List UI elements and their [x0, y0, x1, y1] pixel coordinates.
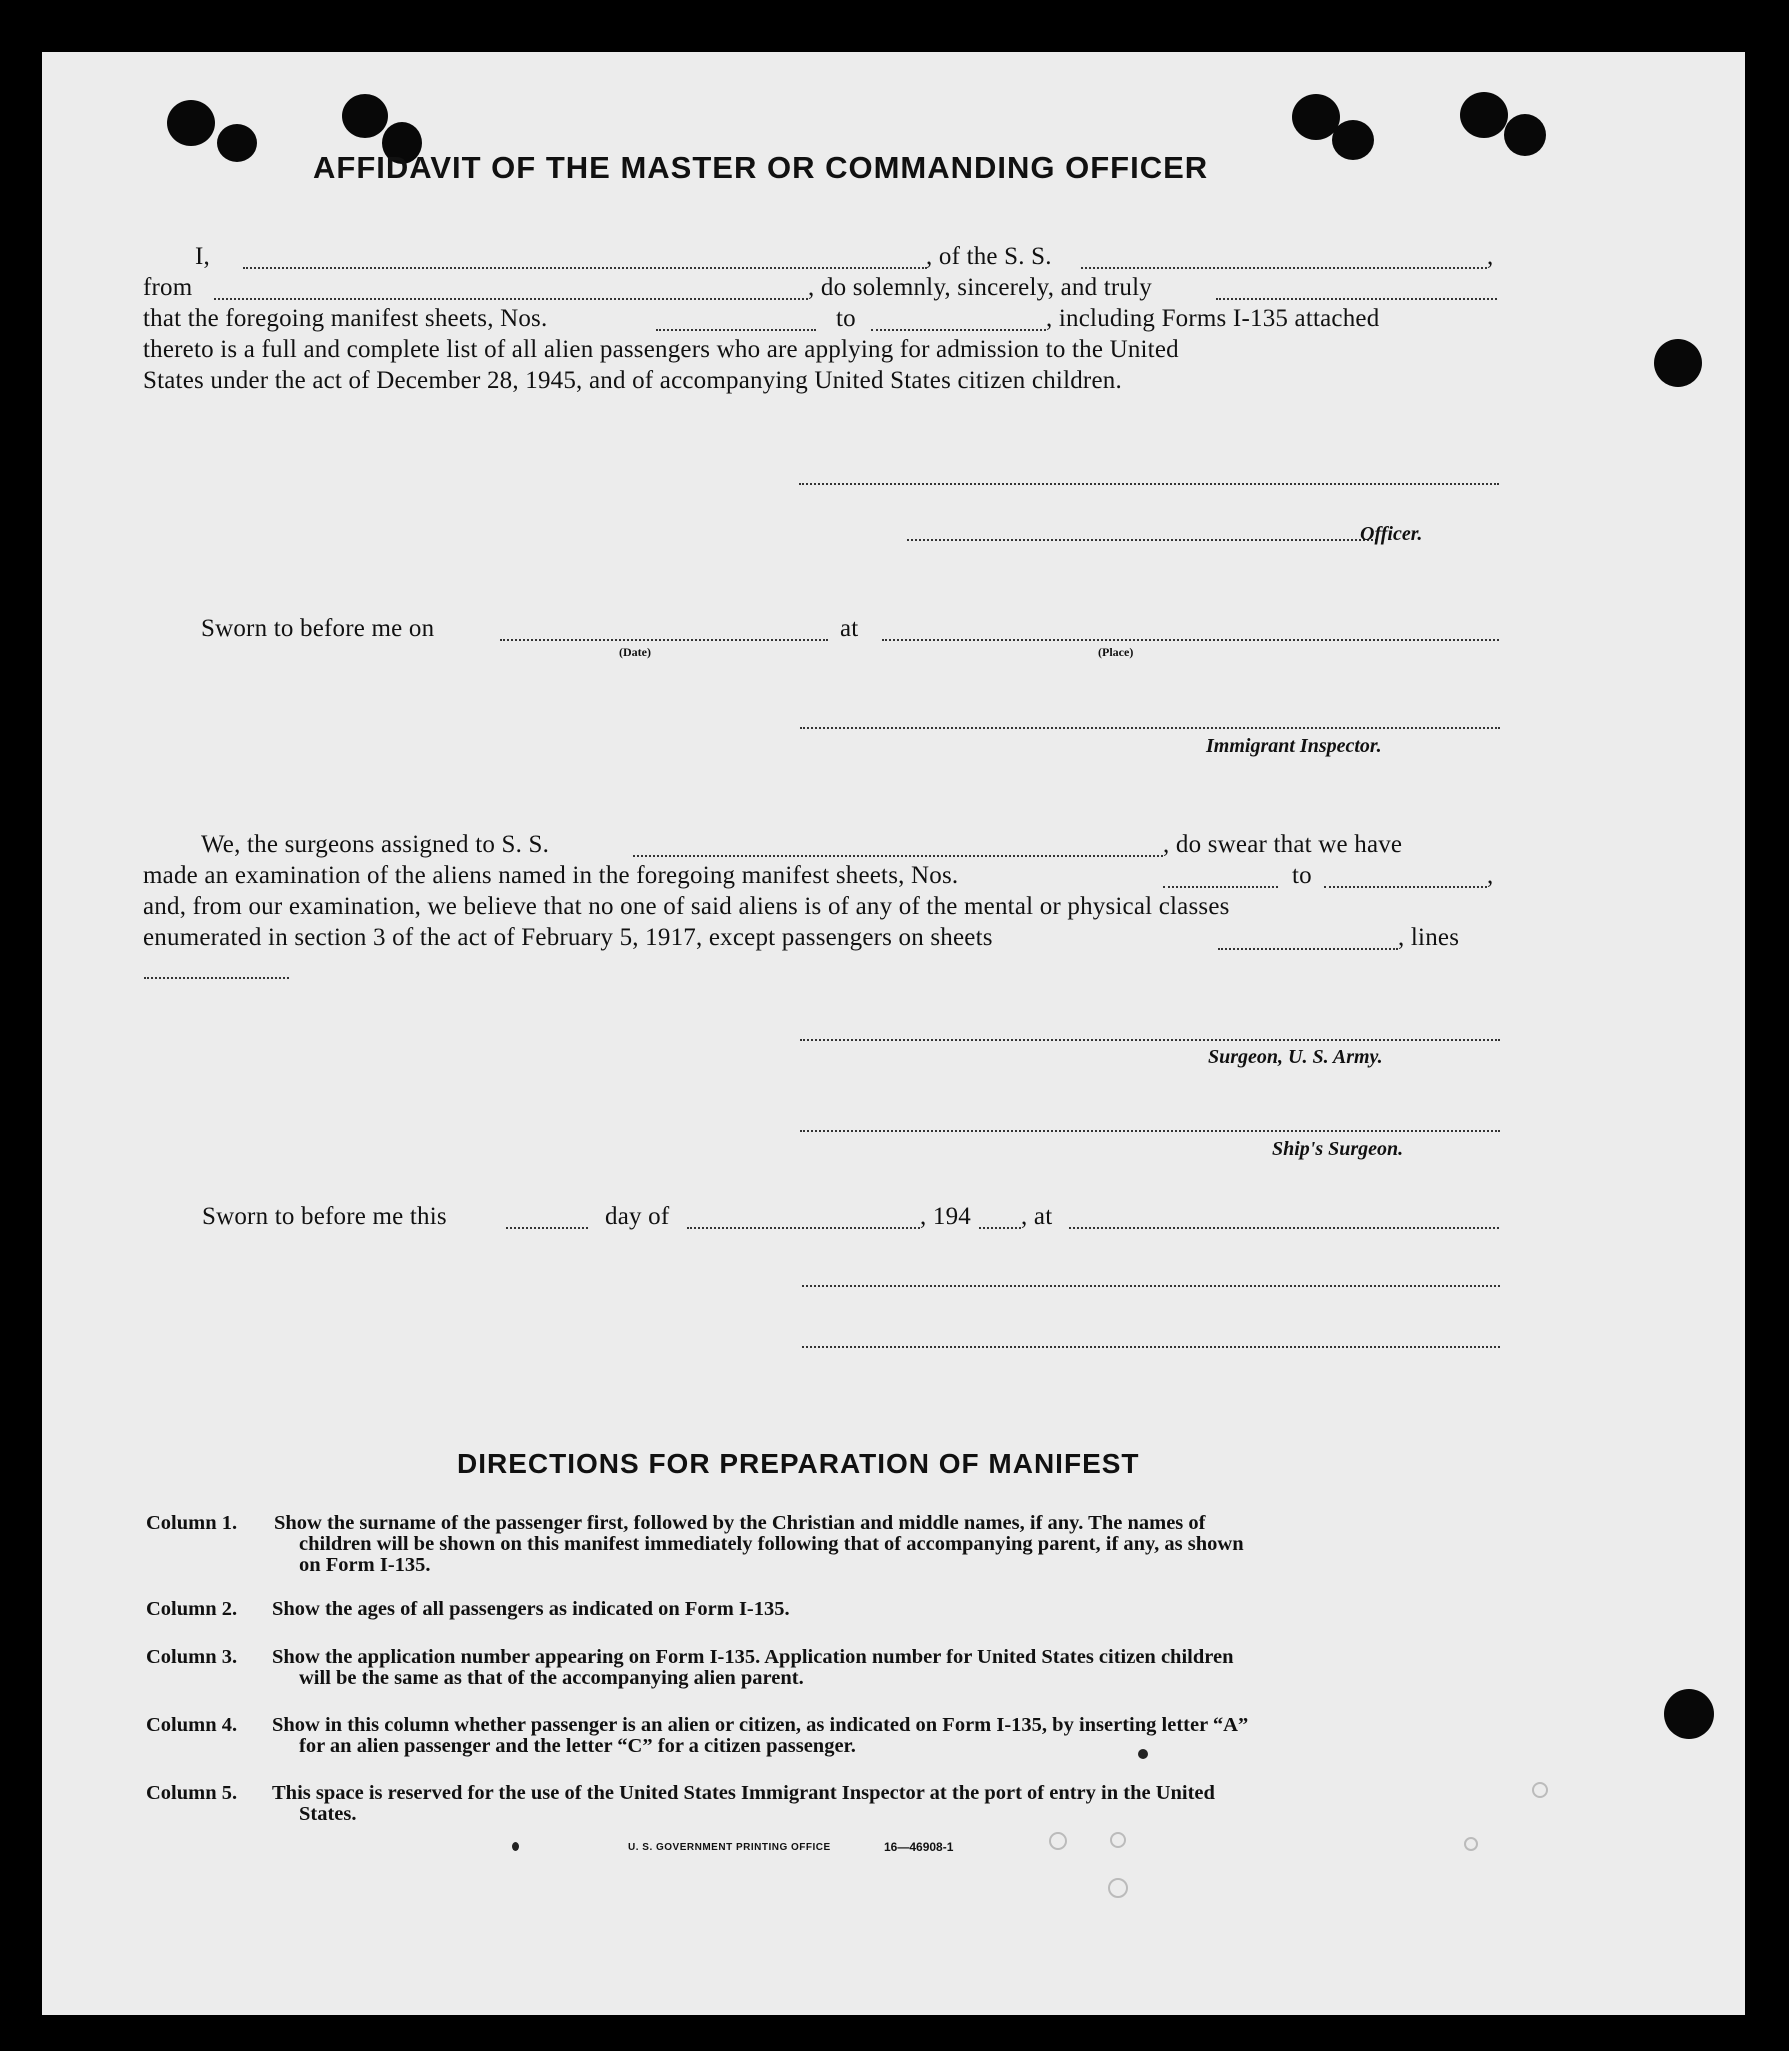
army-surgeon-signature-line — [800, 1039, 1500, 1041]
form-code: 16—46908-1 — [884, 1840, 954, 1854]
affidavit-text: I, — [195, 243, 210, 270]
place-blank — [882, 639, 1499, 641]
stain-dot — [512, 1842, 519, 1851]
stain-spot — [1110, 1832, 1126, 1848]
sworn-text: Sworn to before me on — [201, 615, 435, 642]
month-blank — [687, 1227, 920, 1229]
column-5-text: States. — [299, 1803, 357, 1825]
surgeons-text: and, from our examination, we believe that no one of said aliens is of any of the mental or physical classes — [143, 893, 1230, 920]
officer-label: Officer. — [1360, 523, 1423, 545]
sworn-text: Sworn to before me this — [202, 1203, 447, 1230]
date-label: (Date) — [619, 645, 651, 659]
column-1-text: on Form I-135. — [299, 1554, 431, 1576]
year-blank — [979, 1227, 1021, 1229]
punch-hole — [1654, 339, 1702, 387]
affidavit-text: , do solemnly, sincerely, and truly — [808, 274, 1152, 301]
ship-surgeon-label: Ship's Surgeon. — [1272, 1138, 1404, 1160]
surgeon-sheets-from-blank — [1163, 886, 1278, 888]
ship-surgeon-signature-line — [800, 1130, 1500, 1132]
directions-title: DIRECTIONS FOR PREPARATION OF MANIFEST — [457, 1448, 1140, 1479]
sworn-signature-line — [802, 1285, 1500, 1287]
affidavit-text: to — [836, 305, 856, 332]
column-1-label: Column 1. — [146, 1512, 238, 1534]
column-4-text: for an alien passenger and the letter “C” for a citizen passenger. — [299, 1735, 856, 1757]
except-sheets-blank — [1218, 948, 1398, 950]
surgeons-text: , do swear that we have — [1163, 831, 1403, 858]
name-blank — [243, 267, 927, 269]
officer-title-line — [907, 539, 1377, 541]
punch-hole — [217, 124, 257, 162]
affidavit-text: , of the S. S. — [926, 243, 1052, 270]
stain-spot — [1049, 1832, 1067, 1850]
punch-hole — [1504, 114, 1546, 156]
sworn-text: at — [840, 615, 859, 642]
sworn-place-blank — [1069, 1227, 1499, 1229]
column-1-text: Show the surname of the passenger first, followed by the Christian and middle names, if any. The names of — [274, 1512, 1206, 1534]
column-3-label: Column 3. — [146, 1646, 238, 1668]
inspector-signature-line — [800, 727, 1500, 729]
column-2-label: Column 2. — [146, 1598, 238, 1620]
declare-blank — [1216, 298, 1497, 300]
column-3-text: Show the application number appearing on Form I-135. Application number for United States citizen children — [272, 1646, 1234, 1668]
affidavit-text: , including Forms I-135 attached — [1046, 305, 1380, 332]
column-4-text: Show in this column whether passenger is an alien or citizen, as indicated on Form I-135, by inserting letter “A” — [272, 1714, 1249, 1736]
printer-imprint: U. S. GOVERNMENT PRINTING OFFICE — [628, 1842, 831, 1853]
ship-blank — [1081, 267, 1487, 269]
affidavit-title: AFFIDAVIT OF THE MASTER OR COMMANDING OFFICER — [313, 150, 1209, 185]
punch-hole — [1332, 120, 1374, 160]
surgeon-sheets-to-blank — [1324, 886, 1487, 888]
punch-hole — [1664, 1689, 1714, 1739]
form-page — [42, 52, 1745, 2015]
column-2-text: Show the ages of all passengers as indicated on Form I-135. — [272, 1598, 790, 1620]
column-5-text: This space is reserved for the use of the United States Immigrant Inspector at the port of entry in the United — [272, 1782, 1215, 1804]
sworn-text: day of — [605, 1203, 670, 1230]
surgeons-text: , lines — [1398, 924, 1460, 951]
punch-hole — [1460, 92, 1508, 138]
sworn-text: , at — [1021, 1203, 1053, 1230]
port-blank — [214, 298, 808, 300]
punch-hole — [167, 100, 215, 146]
officer-signature-line — [799, 483, 1499, 485]
day-blank — [506, 1227, 588, 1229]
sheets-from-blank — [656, 329, 816, 331]
date-blank — [500, 639, 828, 641]
stain-spot — [1532, 1782, 1548, 1798]
column-4-label: Column 4. — [146, 1714, 238, 1736]
surgeons-text: made an examination of the aliens named in the foregoing manifest sheets, Nos. — [143, 862, 959, 889]
surgeon-ship-blank — [633, 855, 1163, 857]
stain-dot — [1138, 1749, 1148, 1759]
column-3-text: will be the same as that of the accompanying alien parent. — [299, 1667, 804, 1689]
column-5-label: Column 5. — [146, 1782, 238, 1804]
surgeons-text: , — [1487, 862, 1494, 889]
lines-blank — [144, 977, 289, 979]
inspector-label: Immigrant Inspector. — [1206, 735, 1382, 757]
column-1-text: children will be shown on this manifest immediately following that of accompanying parent, if any, as shown — [299, 1533, 1244, 1555]
surgeons-text: We, the surgeons assigned to S. S. — [201, 831, 550, 858]
surgeons-text: to — [1292, 862, 1312, 889]
stain-spot — [1108, 1878, 1128, 1898]
affidavit-text: , — [1487, 243, 1494, 270]
affidavit-text: that the foregoing manifest sheets, Nos. — [143, 305, 548, 332]
sheets-to-blank — [871, 329, 1046, 331]
affidavit-text: thereto is a full and complete list of all alien passengers who are applying for admission to the United — [143, 336, 1179, 363]
stain-spot — [1464, 1837, 1478, 1851]
punch-hole — [342, 94, 388, 138]
army-surgeon-label: Surgeon, U. S. Army. — [1208, 1046, 1383, 1068]
surgeons-text: enumerated in section 3 of the act of February 5, 1917, except passengers on sheets — [143, 924, 993, 951]
place-label: (Place) — [1098, 645, 1134, 659]
affidavit-text: States under the act of December 28, 1945, and of accompanying United States citizen children. — [143, 367, 1122, 394]
sworn-text: , 194 — [920, 1203, 971, 1230]
sworn-title-line — [802, 1346, 1500, 1348]
affidavit-text: from — [143, 274, 193, 301]
